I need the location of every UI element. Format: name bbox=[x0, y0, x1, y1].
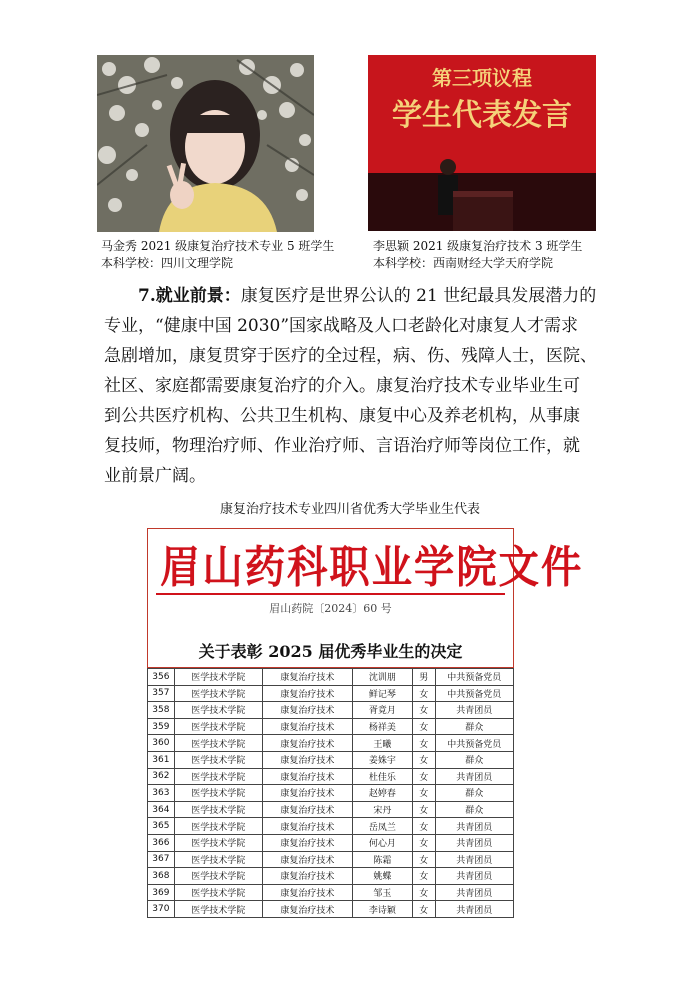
table-cell: 女 bbox=[412, 785, 435, 802]
table-cell: 370 bbox=[148, 901, 175, 918]
table-cell: 康复治疗技术 bbox=[262, 685, 352, 702]
table-cell: 359 bbox=[148, 718, 175, 735]
table-cell: 邹玉 bbox=[352, 884, 412, 901]
stage-speech-image bbox=[368, 55, 596, 231]
table-cell: 358 bbox=[148, 702, 175, 719]
table-cell: 康复治疗技术 bbox=[262, 768, 352, 785]
table-cell: 医学技术学院 bbox=[174, 851, 262, 868]
table-cell: 女 bbox=[412, 751, 435, 768]
decision-title: 关于表彰 2025 届优秀毕业生的决定 bbox=[198, 642, 463, 661]
table-cell: 宋丹 bbox=[352, 801, 412, 818]
table-cell: 姜姝宇 bbox=[352, 751, 412, 768]
table-cell: 鲜记琴 bbox=[352, 685, 412, 702]
table-row bbox=[148, 702, 514, 719]
table-cell: 医学技术学院 bbox=[174, 685, 262, 702]
table-row bbox=[148, 768, 514, 785]
paragraph-line: 复技师，物理治疗师、作业治疗师、言语治疗师等岗位工作，就 bbox=[104, 436, 580, 456]
table-cell: 康复治疗技术 bbox=[262, 718, 352, 735]
table-cell: 医学技术学院 bbox=[174, 884, 262, 901]
table-cell: 共青团员 bbox=[435, 768, 513, 785]
table-cell: 医学技术学院 bbox=[174, 768, 262, 785]
banner-line1: 第三项议程 bbox=[432, 66, 532, 90]
table-cell: 康复治疗技术 bbox=[262, 669, 352, 686]
student-photo-ma-jinxiu bbox=[97, 55, 314, 232]
table-row bbox=[148, 851, 514, 868]
table-cell: 362 bbox=[148, 768, 175, 785]
table-cell: 女 bbox=[412, 702, 435, 719]
table-cell: 共青团员 bbox=[435, 901, 513, 918]
paragraph-line: 到公共医疗机构、公共卫生机构、康复中心及养老机构，从事康 bbox=[104, 406, 580, 426]
table-cell: 365 bbox=[148, 818, 175, 835]
table-cell: 康复治疗技术 bbox=[262, 851, 352, 868]
table-row bbox=[148, 801, 514, 818]
table-cell: 康复治疗技术 bbox=[262, 702, 352, 719]
table-cell: 医学技术学院 bbox=[174, 801, 262, 818]
table-row bbox=[148, 868, 514, 885]
table-cell: 康复治疗技术 bbox=[262, 735, 352, 752]
paragraph-line: 康复医疗是世界公认的 21 世纪最具发展潜力的 bbox=[240, 286, 597, 306]
table-cell: 康复治疗技术 bbox=[262, 751, 352, 768]
table-row bbox=[148, 834, 514, 851]
caption-line: 马金秀 2021 级康复治疗技术专业 5 班学生 bbox=[101, 239, 335, 253]
table-cell: 共青团员 bbox=[435, 851, 513, 868]
table-cell: 女 bbox=[412, 685, 435, 702]
table-cell: 367 bbox=[148, 851, 175, 868]
table-cell: 医学技术学院 bbox=[174, 868, 262, 885]
table-cell: 群众 bbox=[435, 801, 513, 818]
official-document-header bbox=[147, 528, 584, 668]
table-row bbox=[148, 751, 514, 768]
table-row bbox=[148, 884, 514, 901]
table-row bbox=[148, 818, 514, 835]
paragraph-line: 急剧增加，康复贯穿于医疗的全过程，病、伤、残障人士，医院、 bbox=[104, 346, 597, 366]
table-cell: 368 bbox=[148, 868, 175, 885]
table-row bbox=[148, 685, 514, 702]
table-cell: 群众 bbox=[435, 718, 513, 735]
document-number: 眉山药院〔2024〕60 号 bbox=[269, 602, 392, 615]
document-title: 眉山药科职业学院文件 bbox=[160, 542, 584, 593]
table-cell: 医学技术学院 bbox=[174, 702, 262, 719]
table-cell: 康复治疗技术 bbox=[262, 801, 352, 818]
table-cell: 女 bbox=[412, 718, 435, 735]
table-cell: 女 bbox=[412, 884, 435, 901]
table-cell: 女 bbox=[412, 834, 435, 851]
table-cell: 中共预备党员 bbox=[435, 669, 513, 686]
table-cell: 康复治疗技术 bbox=[262, 868, 352, 885]
paragraph-line: 社区、家庭都需要康复治疗的介入。康复治疗技术专业毕业生可 bbox=[104, 376, 580, 396]
table-title: 康复治疗技术专业四川省优秀大学毕业生代表 bbox=[219, 502, 480, 517]
table-cell: 赵婷春 bbox=[352, 785, 412, 802]
caption-ma-jinxiu bbox=[101, 238, 334, 272]
table-cell: 共青团员 bbox=[435, 702, 513, 719]
student-photo-li-siying bbox=[368, 55, 596, 231]
table-cell: 女 bbox=[412, 768, 435, 785]
table-cell: 杜佳乐 bbox=[352, 768, 412, 785]
table-cell: 361 bbox=[148, 751, 175, 768]
table-row bbox=[148, 669, 514, 686]
table-row bbox=[148, 718, 514, 735]
table-cell: 女 bbox=[412, 801, 435, 818]
table-cell: 岳凤兰 bbox=[352, 818, 412, 835]
caption-li-siying bbox=[373, 238, 582, 272]
table-cell: 女 bbox=[412, 818, 435, 835]
table-cell: 群众 bbox=[435, 785, 513, 802]
banner-line2: 学生代表发言 bbox=[392, 98, 572, 133]
table-cell: 中共预备党员 bbox=[435, 735, 513, 752]
table-cell: 366 bbox=[148, 834, 175, 851]
table-cell: 医学技术学院 bbox=[174, 751, 262, 768]
table-cell: 女 bbox=[412, 868, 435, 885]
paragraph-heading: 7.就业前景： bbox=[138, 286, 241, 306]
table-cell: 共青团员 bbox=[435, 818, 513, 835]
table-cell: 360 bbox=[148, 735, 175, 752]
table-cell: 共青团员 bbox=[435, 834, 513, 851]
table-cell: 364 bbox=[148, 801, 175, 818]
table-cell: 男 bbox=[412, 669, 435, 686]
table-cell: 医学技术学院 bbox=[174, 735, 262, 752]
table-cell: 杨祥美 bbox=[352, 718, 412, 735]
table-cell: 医学技术学院 bbox=[174, 669, 262, 686]
table-cell: 357 bbox=[148, 685, 175, 702]
table-row bbox=[148, 785, 514, 802]
table-cell: 陈霜 bbox=[352, 851, 412, 868]
table-cell: 李诗颖 bbox=[352, 901, 412, 918]
table-cell: 共青团员 bbox=[435, 884, 513, 901]
table-cell: 女 bbox=[412, 901, 435, 918]
table-cell: 康复治疗技术 bbox=[262, 834, 352, 851]
graduates-table bbox=[147, 668, 514, 918]
table-cell: 女 bbox=[412, 735, 435, 752]
table-cell: 医学技术学院 bbox=[174, 718, 262, 735]
table-cell: 姚蝶 bbox=[352, 868, 412, 885]
caption-line: 本科学校：四川文理学院 bbox=[101, 256, 234, 270]
table-cell: 群众 bbox=[435, 751, 513, 768]
blossom-portrait-image bbox=[97, 55, 314, 232]
table-cell: 医学技术学院 bbox=[174, 818, 262, 835]
table-row bbox=[148, 735, 514, 752]
table-cell: 356 bbox=[148, 669, 175, 686]
table-cell: 康复治疗技术 bbox=[262, 884, 352, 901]
table-cell: 王曦 bbox=[352, 735, 412, 752]
table-cell: 康复治疗技术 bbox=[262, 901, 352, 918]
table-cell: 沈训朋 bbox=[352, 669, 412, 686]
table-cell: 363 bbox=[148, 785, 175, 802]
table-cell: 共青团员 bbox=[435, 868, 513, 885]
employment-prospect-paragraph bbox=[104, 281, 604, 491]
table-row bbox=[148, 901, 514, 918]
table-cell: 康复治疗技术 bbox=[262, 785, 352, 802]
caption-line: 本科学校：西南财经大学天府学院 bbox=[373, 256, 554, 270]
graduates-table-body bbox=[148, 669, 514, 918]
table-cell: 医学技术学院 bbox=[174, 834, 262, 851]
paragraph-line: 业前景广阔。 bbox=[104, 466, 206, 486]
table-cell: 369 bbox=[148, 884, 175, 901]
table-cell: 中共预备党员 bbox=[435, 685, 513, 702]
table-cell: 胥竟月 bbox=[352, 702, 412, 719]
table-cell: 何心月 bbox=[352, 834, 412, 851]
table-cell: 女 bbox=[412, 851, 435, 868]
document-red-rule bbox=[156, 593, 505, 595]
caption-line: 李思颖 2021 级康复治疗技术 3 班学生 bbox=[373, 239, 583, 253]
paragraph-line: 专业，“健康中国 2030”国家战略及人口老龄化对康复人才需求 bbox=[104, 316, 579, 336]
table-cell: 医学技术学院 bbox=[174, 785, 262, 802]
table-cell: 医学技术学院 bbox=[174, 901, 262, 918]
table-cell: 康复治疗技术 bbox=[262, 818, 352, 835]
